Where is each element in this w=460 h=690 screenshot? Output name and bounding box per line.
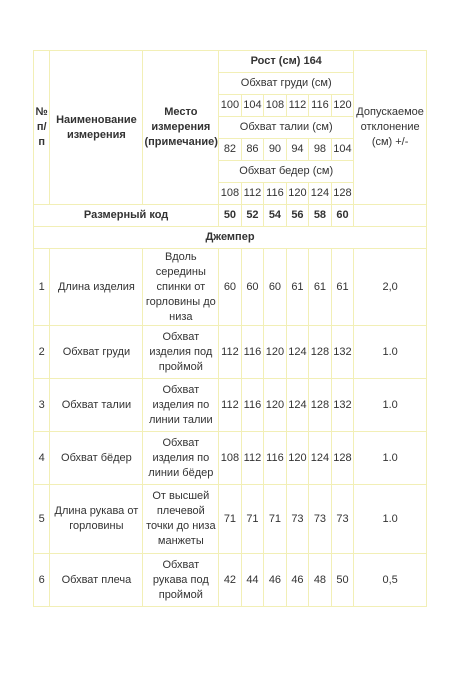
- row-value: 44: [241, 554, 264, 607]
- row-name: Длина изделия: [50, 249, 143, 326]
- chest-value: 116: [309, 95, 332, 117]
- hips-value: 128: [331, 183, 354, 205]
- row-place: Обхват изделия под проймой: [143, 326, 219, 379]
- row-name: Обхват талии: [50, 379, 143, 432]
- hips-value: 112: [241, 183, 264, 205]
- row-tolerance: 1.0: [354, 379, 427, 432]
- row-number: 1: [34, 249, 50, 326]
- chest-value: 120: [331, 95, 354, 117]
- waist-value: 82: [219, 139, 242, 161]
- row-number: 4: [34, 432, 50, 485]
- row-value: 116: [241, 379, 264, 432]
- table-row: [34, 554, 427, 607]
- size-code-value: 50: [219, 205, 242, 227]
- waist-value: 104: [331, 139, 354, 161]
- row-value: 73: [286, 485, 309, 554]
- table-row: [34, 432, 427, 485]
- chest-value: 108: [264, 95, 287, 117]
- row-place: Обхват изделия по линии талии: [143, 379, 219, 432]
- row-value: 120: [264, 326, 287, 379]
- row-value: 60: [241, 249, 264, 326]
- row-value: 120: [286, 432, 309, 485]
- row-value: 124: [286, 379, 309, 432]
- hips-value: 124: [309, 183, 332, 205]
- row-value: 112: [219, 326, 242, 379]
- row-name: Обхват плеча: [50, 554, 143, 607]
- size-code-label: Размерный код: [34, 205, 219, 227]
- table-row: [34, 326, 427, 379]
- section-title: Джемпер: [34, 227, 427, 249]
- row-value: 112: [241, 432, 264, 485]
- row-value: 116: [264, 432, 287, 485]
- header-place: Место измерения (примечание): [143, 51, 219, 205]
- row-number: 3: [34, 379, 50, 432]
- row-value: 128: [309, 379, 332, 432]
- row-value: 124: [309, 432, 332, 485]
- row-value: 116: [241, 326, 264, 379]
- size-code-value: 52: [241, 205, 264, 227]
- chest-value: 104: [241, 95, 264, 117]
- row-number: 2: [34, 326, 50, 379]
- size-code-value: 56: [286, 205, 309, 227]
- row-value: 71: [219, 485, 242, 554]
- row-tolerance: 1.0: [354, 485, 427, 554]
- size-chart-table: [33, 50, 427, 607]
- header-height: Рост (см) 164: [219, 51, 354, 73]
- table-row: [34, 485, 427, 554]
- row-value: 128: [331, 432, 354, 485]
- row-name: Длина рукава от горловины: [50, 485, 143, 554]
- header-hips-label: Обхват бедер (см): [219, 161, 354, 183]
- waist-value: 86: [241, 139, 264, 161]
- row-value: 71: [264, 485, 287, 554]
- row-value: 61: [286, 249, 309, 326]
- row-place: Обхват изделия по линии бёдер: [143, 432, 219, 485]
- row-value: 128: [309, 326, 332, 379]
- row-number: 6: [34, 554, 50, 607]
- header-tolerance: Допускаемое отклонение (см) +/-: [354, 51, 427, 205]
- hips-value: 108: [219, 183, 242, 205]
- size-code-row: [34, 205, 427, 227]
- row-value: 73: [309, 485, 332, 554]
- size-code-value: 60: [331, 205, 354, 227]
- row-value: 132: [331, 379, 354, 432]
- row-value: 60: [264, 249, 287, 326]
- header-name: Наименование измерения: [50, 51, 143, 205]
- row-value: 42: [219, 554, 242, 607]
- row-tolerance: 0,5: [354, 554, 427, 607]
- hips-value: 116: [264, 183, 287, 205]
- row-value: 50: [331, 554, 354, 607]
- row-value: 46: [286, 554, 309, 607]
- row-place: От высшей плечевой точки до низа манжеты: [143, 485, 219, 554]
- row-value: 48: [309, 554, 332, 607]
- row-value: 60: [219, 249, 242, 326]
- row-value: 73: [331, 485, 354, 554]
- row-number: 5: [34, 485, 50, 554]
- table-row: [34, 379, 427, 432]
- table-row: [34, 249, 427, 326]
- chest-value: 112: [286, 95, 309, 117]
- chest-value: 100: [219, 95, 242, 117]
- row-value: 61: [309, 249, 332, 326]
- hips-value: 120: [286, 183, 309, 205]
- header-chest-label: Обхват груди (см): [219, 73, 354, 95]
- row-value: 71: [241, 485, 264, 554]
- row-value: 108: [219, 432, 242, 485]
- row-value: 124: [286, 326, 309, 379]
- row-value: 61: [331, 249, 354, 326]
- row-value: 46: [264, 554, 287, 607]
- waist-value: 98: [309, 139, 332, 161]
- header-number: № п/п: [34, 51, 50, 205]
- waist-value: 94: [286, 139, 309, 161]
- size-code-value: 58: [309, 205, 332, 227]
- row-tolerance: 1.0: [354, 432, 427, 485]
- row-name: Обхват груди: [50, 326, 143, 379]
- row-tolerance: 1.0: [354, 326, 427, 379]
- row-value: 132: [331, 326, 354, 379]
- row-place: Обхват рукава под проймой: [143, 554, 219, 607]
- row-tolerance: 2,0: [354, 249, 427, 326]
- section-title-row: [34, 227, 427, 249]
- header-row-height: [34, 51, 427, 73]
- size-code-value: 54: [264, 205, 287, 227]
- row-value: 120: [264, 379, 287, 432]
- size-code-tolerance: [354, 205, 427, 227]
- row-name: Обхват бёдер: [50, 432, 143, 485]
- row-value: 112: [219, 379, 242, 432]
- waist-value: 90: [264, 139, 287, 161]
- row-place: Вдоль середины спинки от горловины до низа: [143, 249, 219, 326]
- header-waist-label: Обхват талии (см): [219, 117, 354, 139]
